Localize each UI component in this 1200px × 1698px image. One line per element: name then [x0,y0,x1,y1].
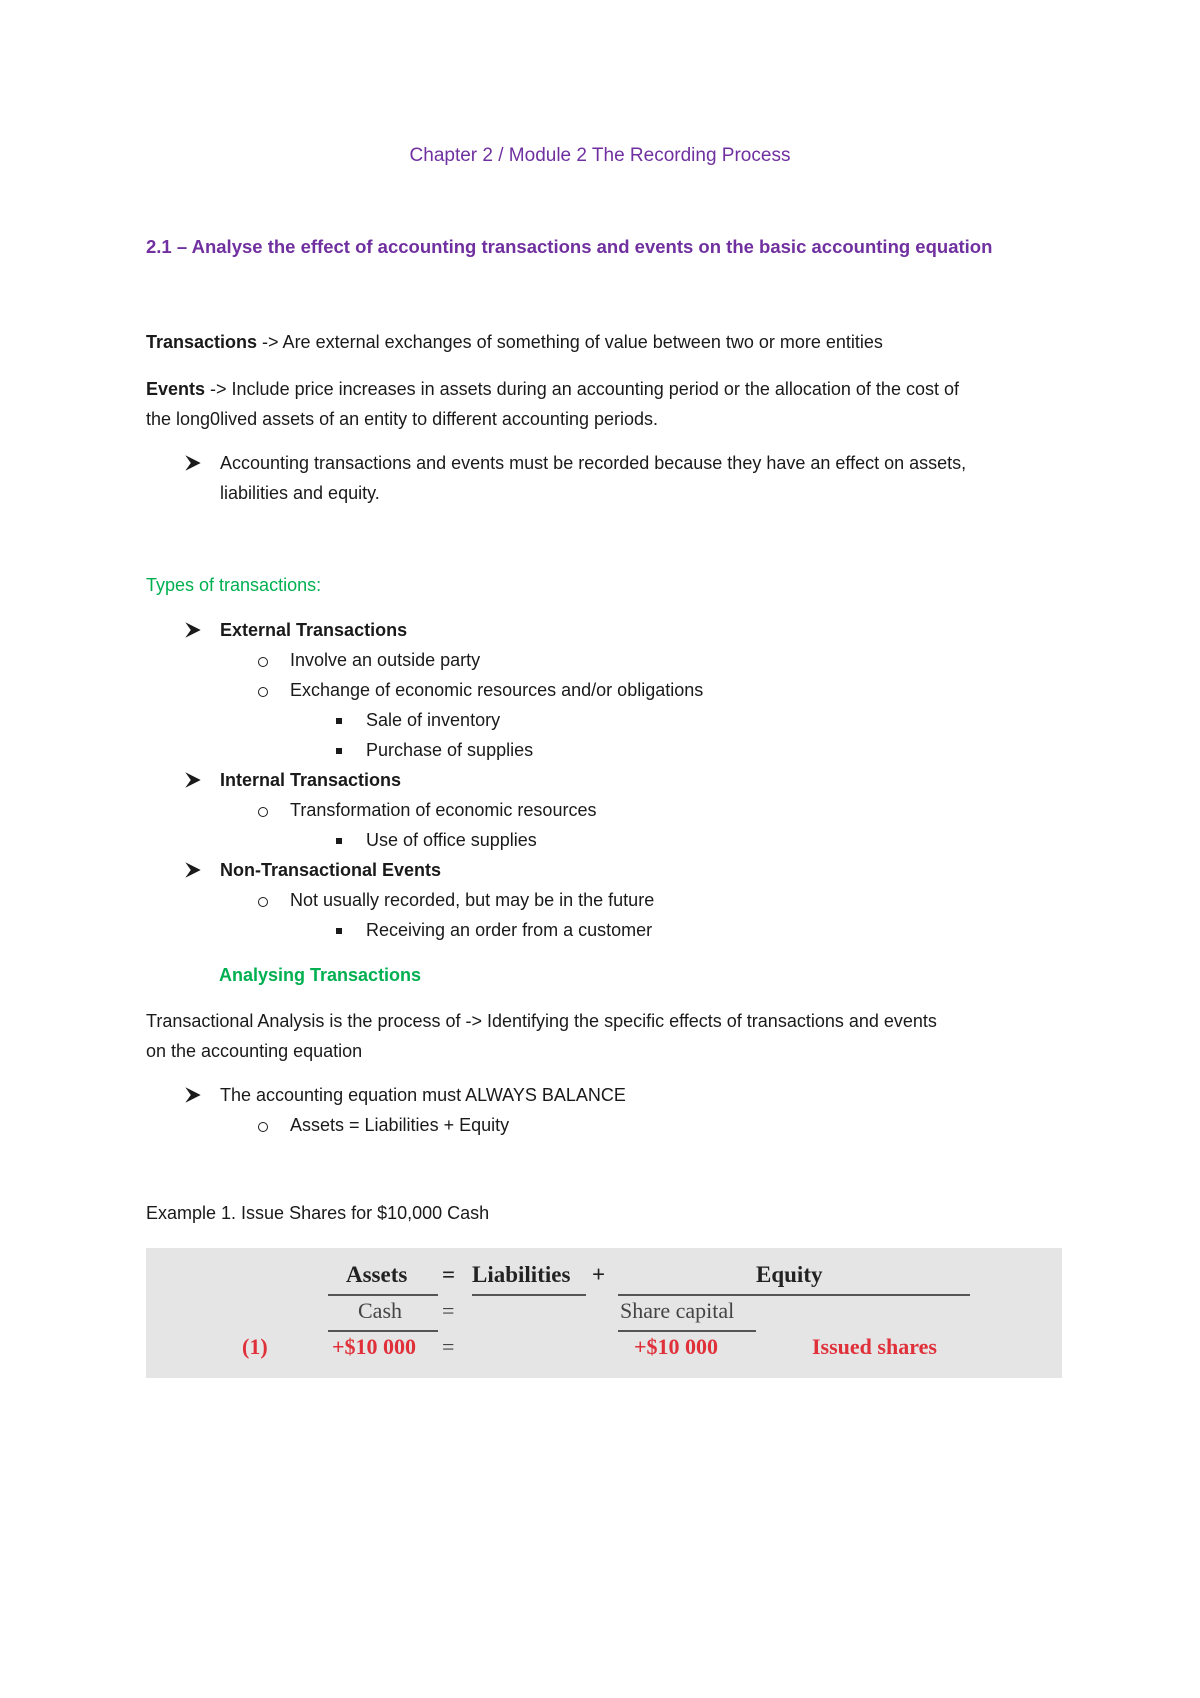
square-bullet-icon [336,838,342,844]
type-internal [182,765,401,795]
circle-bullet-icon [258,1122,268,1132]
square-bullet-icon [336,748,342,754]
list-item: Not usually recorded, but may be in the future [258,885,654,915]
list-item: Involve an outside party [258,645,480,675]
plus-sign: + [592,1262,606,1287]
square-bullet-icon [336,928,342,934]
row-number: (1) [242,1334,268,1359]
list-item: Sale of inventory [336,705,500,735]
type-external [182,615,407,645]
assets-rule [328,1294,438,1296]
circle-bullet-icon [258,657,268,667]
equation-table [146,1248,1062,1378]
share-capital-label: Share capital [620,1298,735,1323]
transactions-text: -> Are external exchanges of something of value between two or more entities [257,332,883,352]
equity-rule [618,1294,970,1296]
cash-value: +$10 000 [332,1334,417,1359]
type-non-transactional [182,855,441,885]
type-label: Non-Transactional Events [220,860,442,880]
assets-header: Assets [346,1262,408,1287]
events-text-line2: the long0lived assets of an entity to different accounting periods. [146,409,658,429]
circle-bullet-icon [258,687,268,697]
equals-sign: = [442,1334,455,1359]
types-heading: Types of transactions: [146,575,322,595]
transactions-term: Transactions [146,332,258,352]
recording-bullet-line2: liabilities and equity. [220,483,380,503]
section-heading: 2.1 – Analyse the effect of accounting transactions and events on the basic accounting equation [146,236,993,257]
example-title: Example 1. Issue Shares for $10,000 Cash [146,1203,490,1223]
liabilities-header: Liabilities [472,1262,571,1287]
list-item: Use of office supplies [336,825,537,855]
circle-bullet-icon [258,897,268,907]
list-item: Receiving an order from a customer [336,915,652,945]
equity-header: Equity [756,1262,823,1287]
events-text-line1: -> Include price increases in assets during an accounting period or the allocation of the cost of [205,379,959,399]
recording-bullet [182,448,966,508]
share-capital-rule [618,1330,756,1332]
balance-bullet: The accounting equation must ALWAYS BALANCE [182,1080,626,1110]
arrow-bullet-icon [182,452,204,474]
events-term: Events [146,379,206,399]
equation-item: Assets = Liabilities + Equity [258,1110,509,1140]
type-label: Internal Transactions [220,770,402,790]
analysing-heading: Analysing Transactions [219,965,422,985]
type-label: External Transactions [220,620,408,640]
square-bullet-icon [336,718,342,724]
arrow-bullet-icon [182,1084,204,1106]
equals-sign: = [442,1298,455,1323]
issued-shares-note: Issued shares [812,1334,937,1359]
arrow-bullet-icon [182,859,204,881]
events-definition [146,374,1066,434]
share-capital-value: +$10 000 [634,1334,719,1359]
list-item: Transformation of economic resources [258,795,596,825]
transactions-definition [146,327,1066,357]
circle-bullet-icon [258,807,268,817]
cash-rule [328,1330,438,1332]
cash-label: Cash [358,1298,402,1323]
liabilities-rule [472,1294,586,1296]
equals-sign: = [442,1262,456,1287]
arrow-bullet-icon [182,619,204,641]
arrow-bullet-icon [182,769,204,791]
list-item: Exchange of economic resources and/or obligations [258,675,703,705]
list-item: Purchase of supplies [336,735,533,765]
recording-bullet-line1: Accounting transactions and events must be recorded because they have an effect on assets, [220,453,967,473]
chapter-title: Chapter 2 / Module 2 The Recording Process [409,145,791,166]
analysis-definition: Transactional Analysis is the process of -> Identifying the specific effects of transactions and events on the accounting equation [146,1011,937,1061]
